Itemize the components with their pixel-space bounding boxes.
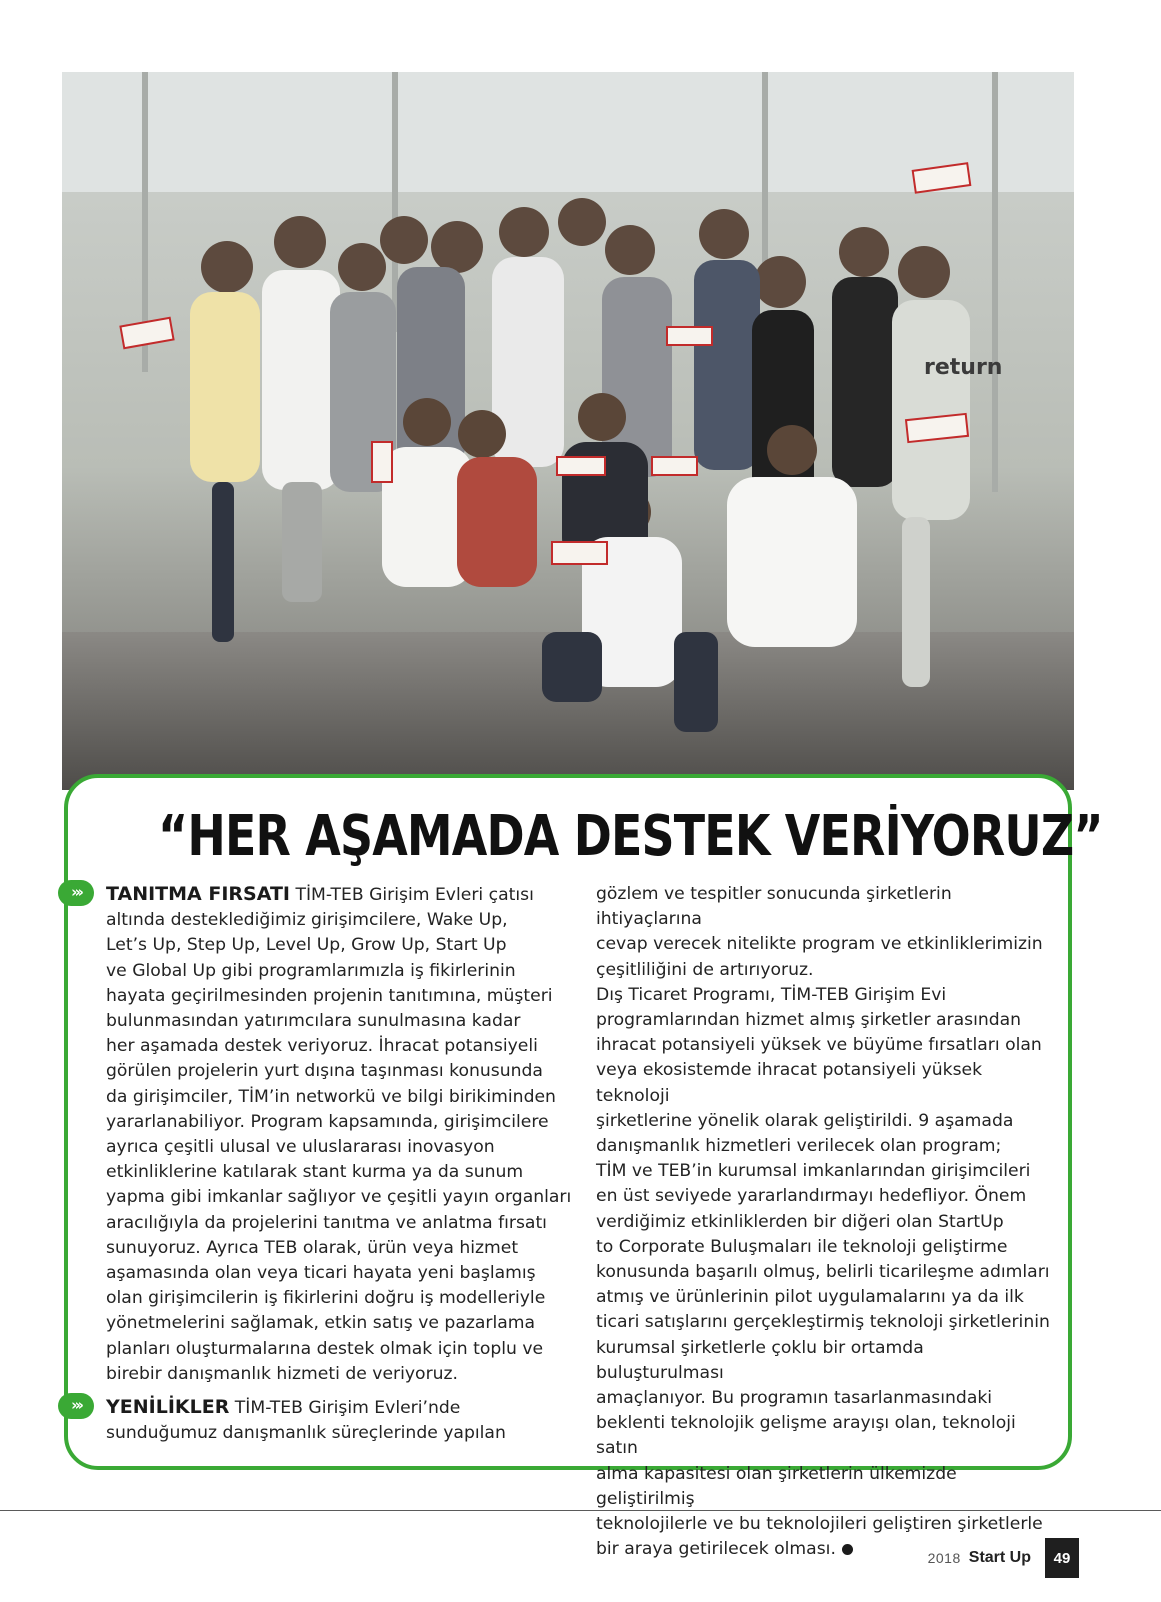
right-paragraph: gözlem ve tespitler sonucunda şirketlerin ihtiyaçlarına cevap verecek nitelikte program ve etkinliklerimizin çeşitliliğini de artırıyoruz. Dış Ticaret Programı, TİM-TEB Girişim Evi programlarından hizmet almış şirketler arasından ihracat potansiyeli yüksek ve büyüme fırsatları olan veya ekosistemde ihracat potansiyeli yüksek teknoloji şirketlerine yönelik olarak geliştirildi. 9 aşamada danışmanlık hizmetleri verilecek olan program; TİM ve TEB’in kurumsal imkanlarından girişimcileri en üst seviyede yararlandırmayı hedefliyor. Önem verdiğimiz etkinliklerden bir diğeri olan StartUp to Corporate Buluşmaları ile teknoloji geliştirme konusunda başarılı olmuş, belirli ticarileşme adımları atmış ve ürünlerinin pilot uygulamalarını ya da ilk ticari satışlarını gerçekleştirmiş teknoloji şirketlerinin kurumsal şirketlerle çoklu bir ortamda buluşturulması amaçlanıyor. Bu programın tasarlanmasındaki beklenti teknolojik gelişme arayışı olan, teknoloji satın alma kapasitesi olan şirketlerin ülkemizde geliştirilmiş teknolojilerle ve bu teknolojileri geliştiren şirketlerle bir araya getirilecek olması. xyxy=(596,884,1050,1560)
group-photo-icon xyxy=(62,72,1074,790)
shirt-text: return xyxy=(924,355,1003,380)
footer-magazine-name: Start Up xyxy=(968,1549,1031,1566)
left-column xyxy=(71,882,574,1446)
section-yenilikler xyxy=(71,1395,574,1446)
footer-year: 2018 xyxy=(927,1550,961,1566)
page-footer xyxy=(928,1538,1079,1578)
headline: “HER AŞAMADA DESTEK VERİYORUZ” xyxy=(158,804,1103,869)
group-photo xyxy=(62,72,1074,790)
page-number: 49 xyxy=(1045,1538,1079,1578)
section-kicker: YENİLİKLER xyxy=(106,1396,230,1419)
section-tanitma xyxy=(71,882,574,1387)
end-mark-icon xyxy=(842,1544,853,1555)
section-paragraph: TANITMA FIRSATI TİM-TEB Girişim Evleri çatısı altında desteklediğimiz girişimcilere, Wake Up, Let’s Up, Step Up, Level Up, Grow Up, Start Up ve Global Up gibi programlarımızla iş fikirlerinin hayata geçirilmesinden projenin tanıtımına, müşteri bulunmasından yatırımcılara sunulmasına kadar her aşamada destek veriyoruz. İhracat potansiyeli görülen projelerin yurt dışına taşınması konusunda da girişimciler, TİM’in networkü ve bilgi birikiminden yararlanabiliyor. Program kapsamında, girişimcilere ayrıca çeşitli ulusal ve uluslararası inovasyon etkinliklerine katılarak stant kurma ya da sunum yapma gibi imkanlar sağlıyor ve çeşitli yayın organları aracılığıyla da projelerini tanıtma ve anlatma fırsatı sunuyoruz. Ayrıca TEB olarak, ürün veya hizmet aşamasında olan veya ticari hayata yeni başlamış olan girişimcilerin iş fikirlerini doğru iş modelleriyle yönetmelerini sağlamak, etkin satış ve pazarlama planları oluşturmalarına destek olmak için toplu ve birebir danışmanlık hizmeti de veriyoruz. xyxy=(106,883,572,1384)
footer-divider xyxy=(0,1510,1161,1511)
arrow-bullet-icon: »› xyxy=(58,1393,94,1419)
section-paragraph: YENİLİKLER TİM-TEB Girişim Evleri’nde sunduğumuz danışmanlık süreçlerinde yapılan xyxy=(106,1396,506,1444)
arrow-bullet-icon: »› xyxy=(58,880,94,906)
right-column xyxy=(596,882,1054,1562)
section-kicker: TANITMA FIRSATI xyxy=(106,883,290,905)
